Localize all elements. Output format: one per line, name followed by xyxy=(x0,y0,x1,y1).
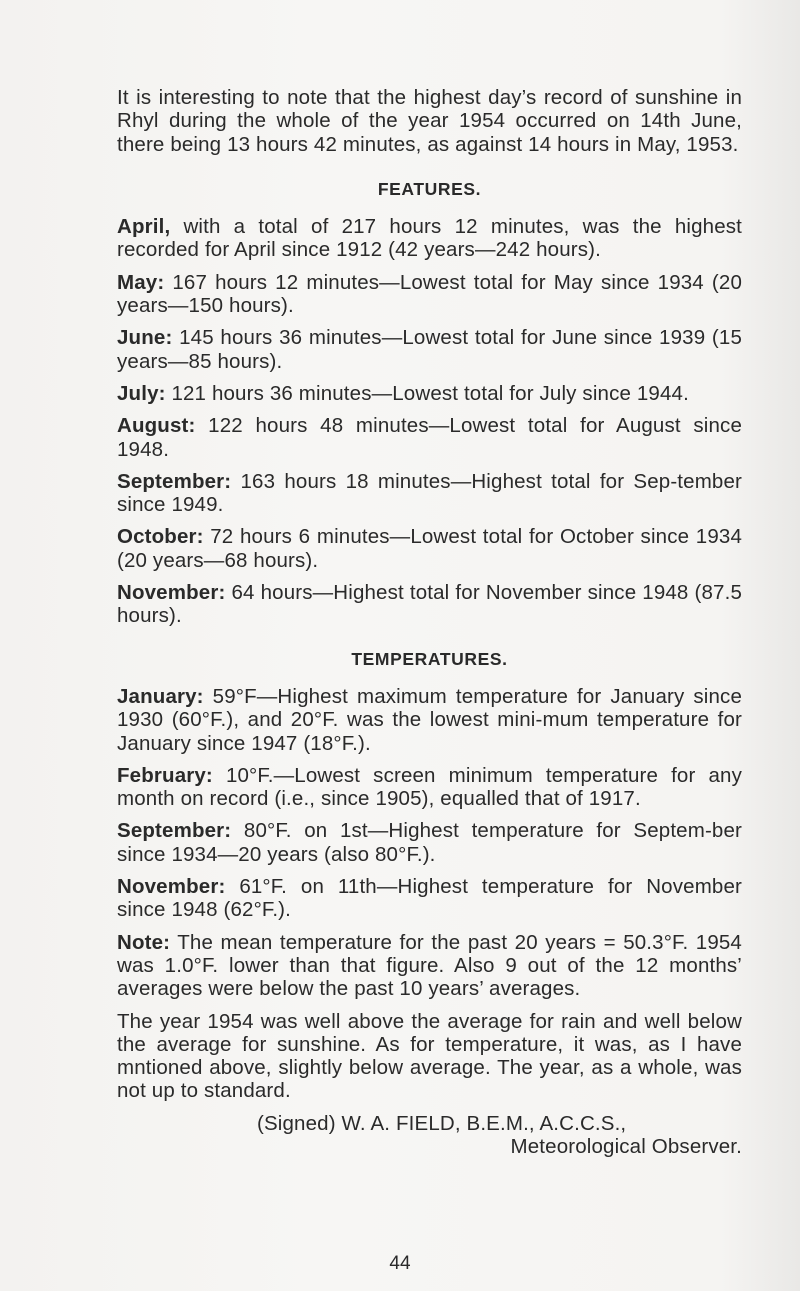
entry-label: November: xyxy=(117,581,226,605)
signature-title: Meteorological Observer. xyxy=(510,1134,742,1158)
entry-text: 122 hours 48 minutes—Lowest total for August since 1948. xyxy=(117,414,742,461)
entry-text: 80°F. on 1st—Highest temperature for Septem-ber since 1934—20 years (also 80°F.). xyxy=(117,819,742,866)
temperature-january xyxy=(117,685,742,755)
intro-paragraph: It is interesting to note that the highest day’s record of sunshine in Rhyl during the whole of the year 1954 occurred on 14th June, there being 13 hours 42 minutes, as against 14 hours in May, 1953. xyxy=(117,86,742,156)
feature-september xyxy=(117,470,742,517)
feature-april xyxy=(117,215,742,262)
entry-text: 64 hours—Highest total for November since 1948 (87.5 hours). xyxy=(117,581,742,628)
signature-block xyxy=(257,1112,742,1159)
temperature-note xyxy=(117,931,742,1001)
entry-label: August: xyxy=(117,414,196,438)
entry-label: November: xyxy=(117,875,226,899)
entry-label: February: xyxy=(117,763,213,787)
entry-text: 167 hours 12 minutes—Lowest total for May since 1934 (20 years—150 hours). xyxy=(117,270,742,318)
entry-label: January: xyxy=(117,684,204,708)
entry-label: September: xyxy=(117,469,232,493)
temperature-november xyxy=(117,875,742,922)
entry-text: 10°F.—Lowest screen minimum temperature for any month on record (i.e., since 1905), equalled that of 1917. xyxy=(117,763,742,811)
entry-label: April, xyxy=(117,215,171,239)
feature-october xyxy=(117,525,742,572)
features-section xyxy=(117,178,742,628)
entry-label: September: xyxy=(117,819,232,843)
entry-label: Note: xyxy=(117,930,171,954)
entry-label: June: xyxy=(117,326,173,350)
entry-label: October: xyxy=(117,525,204,549)
entry-text: 163 hours 18 minutes—Highest total for Sep-tember since 1949. xyxy=(117,469,742,517)
entry-text: 72 hours 6 minutes—Lowest total for October since 1934 (20 years—68 hours). xyxy=(117,525,742,572)
page-number: 44 xyxy=(389,1253,411,1274)
temperatures-section xyxy=(117,648,742,1103)
entry-text: 59°F—Highest maximum temperature for January since 1930 (60°F.), and 20°F. was the lowest mini-mum temperature for January since 1947 (18°F.). xyxy=(117,684,742,755)
entry-text: 145 hours 36 minutes—Lowest total for June since 1939 (15 years—85 hours). xyxy=(117,326,742,373)
document-body xyxy=(117,86,742,1158)
entry-text: 121 hours 36 minutes—Lowest total for July since 1944. xyxy=(165,381,689,405)
features-heading: FEATURES. xyxy=(377,178,482,199)
entry-label: July: xyxy=(117,381,166,405)
summary-paragraph: The year 1954 was well above the average for rain and well below the average for sunshine. As for temperature, it was, as I have mntioned above, slightly below average. The year, as a whole, was not up to standard. xyxy=(117,1009,742,1103)
temperature-september xyxy=(117,819,742,866)
feature-november xyxy=(117,581,742,628)
feature-july xyxy=(117,382,742,405)
feature-august xyxy=(117,414,742,461)
feature-june xyxy=(117,326,742,373)
temperatures-heading: TEMPERATURES. xyxy=(351,648,508,669)
entry-text: 61°F. on 11th—Highest temperature for November since 1948 (62°F.). xyxy=(117,875,742,922)
entry-label: May: xyxy=(117,270,165,294)
entry-text: with a total of 217 hours 12 minutes, was the highest recorded for April since 1912 (42 years—242 hours). xyxy=(117,215,742,262)
temperature-february xyxy=(117,764,742,811)
entry-text: The mean temperature for the past 20 years = 50.3°F. 1954 was 1.0°F. lower than that figure. Also 9 out of the 12 months’ averages were below the past 10 years’ averages. xyxy=(117,930,742,1001)
signature-line: (Signed) W. A. FIELD, B.E.M., A.C.C.S., xyxy=(257,1111,627,1135)
feature-may xyxy=(117,271,742,318)
